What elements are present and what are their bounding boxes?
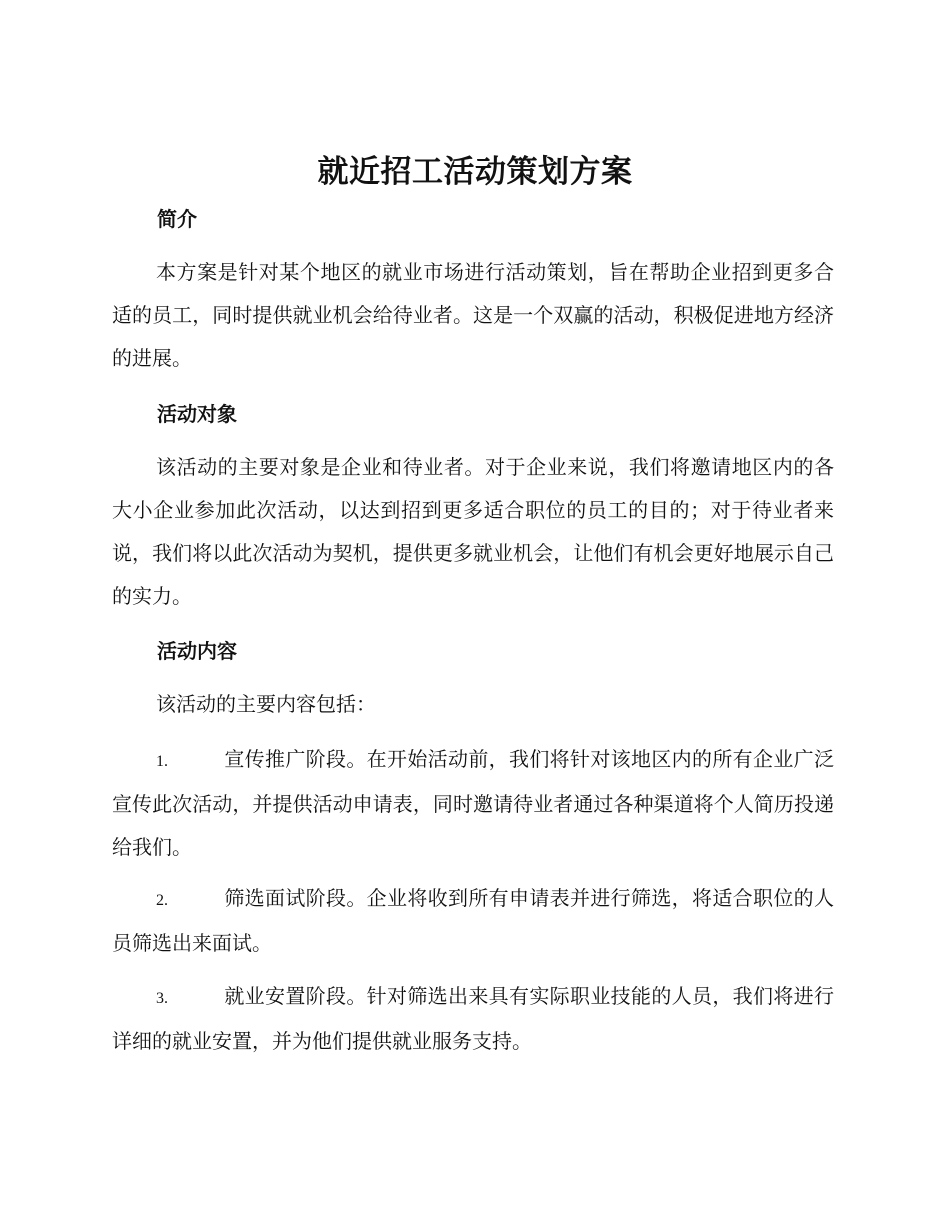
list-item-3 bbox=[112, 975, 834, 1063]
list-item-2 bbox=[112, 877, 834, 965]
list-item-text: 宣传推广阶段。在开始活动前，我们将针对该地区内的所有企业广泛宣传此次活动，并提供活动申请表，同时邀请待业者通过各种渠道将个人简历投递给我们。 bbox=[112, 747, 834, 859]
list-item-number: 3. bbox=[156, 990, 168, 1007]
section-paragraph-audience: 该活动的主要对象是企业和待业者。对于企业来说，我们将邀请地区内的各大小企业参加此次活动，以达到招到更多适合职位的员工的目的；对于待业者来说，我们将以此次活动为契机，提供更多就业机会，让他们有机会更好地展示自己的实力。 bbox=[112, 455, 834, 608]
list-item-1 bbox=[112, 738, 834, 869]
section-heading-content: 活动内容 bbox=[157, 639, 237, 663]
section-heading-audience: 活动对象 bbox=[157, 402, 237, 426]
section-paragraph-intro: 本方案是针对某个地区的就业市场进行活动策划，旨在帮助企业招到更多合适的员工，同时提供就业机会给待业者。这是一个双赢的活动，积极促进地方经济的进展。 bbox=[112, 260, 834, 370]
document-title: 就近招工活动策划方案 bbox=[317, 154, 633, 190]
section-heading-intro: 简介 bbox=[157, 207, 197, 231]
section-paragraph-content: 该活动的主要内容包括： bbox=[156, 692, 376, 716]
list-item-number: 1. bbox=[156, 753, 168, 770]
list-item-text: 就业安置阶段。针对筛选出来具有实际职业技能的人员，我们将进行详细的就业安置，并为他们提供就业服务支持。 bbox=[112, 984, 834, 1053]
list-item-text: 筛选面试阶段。企业将收到所有申请表并进行筛选，将适合职位的人员筛选出来面试。 bbox=[112, 886, 834, 955]
list-item-number: 2. bbox=[156, 892, 168, 909]
